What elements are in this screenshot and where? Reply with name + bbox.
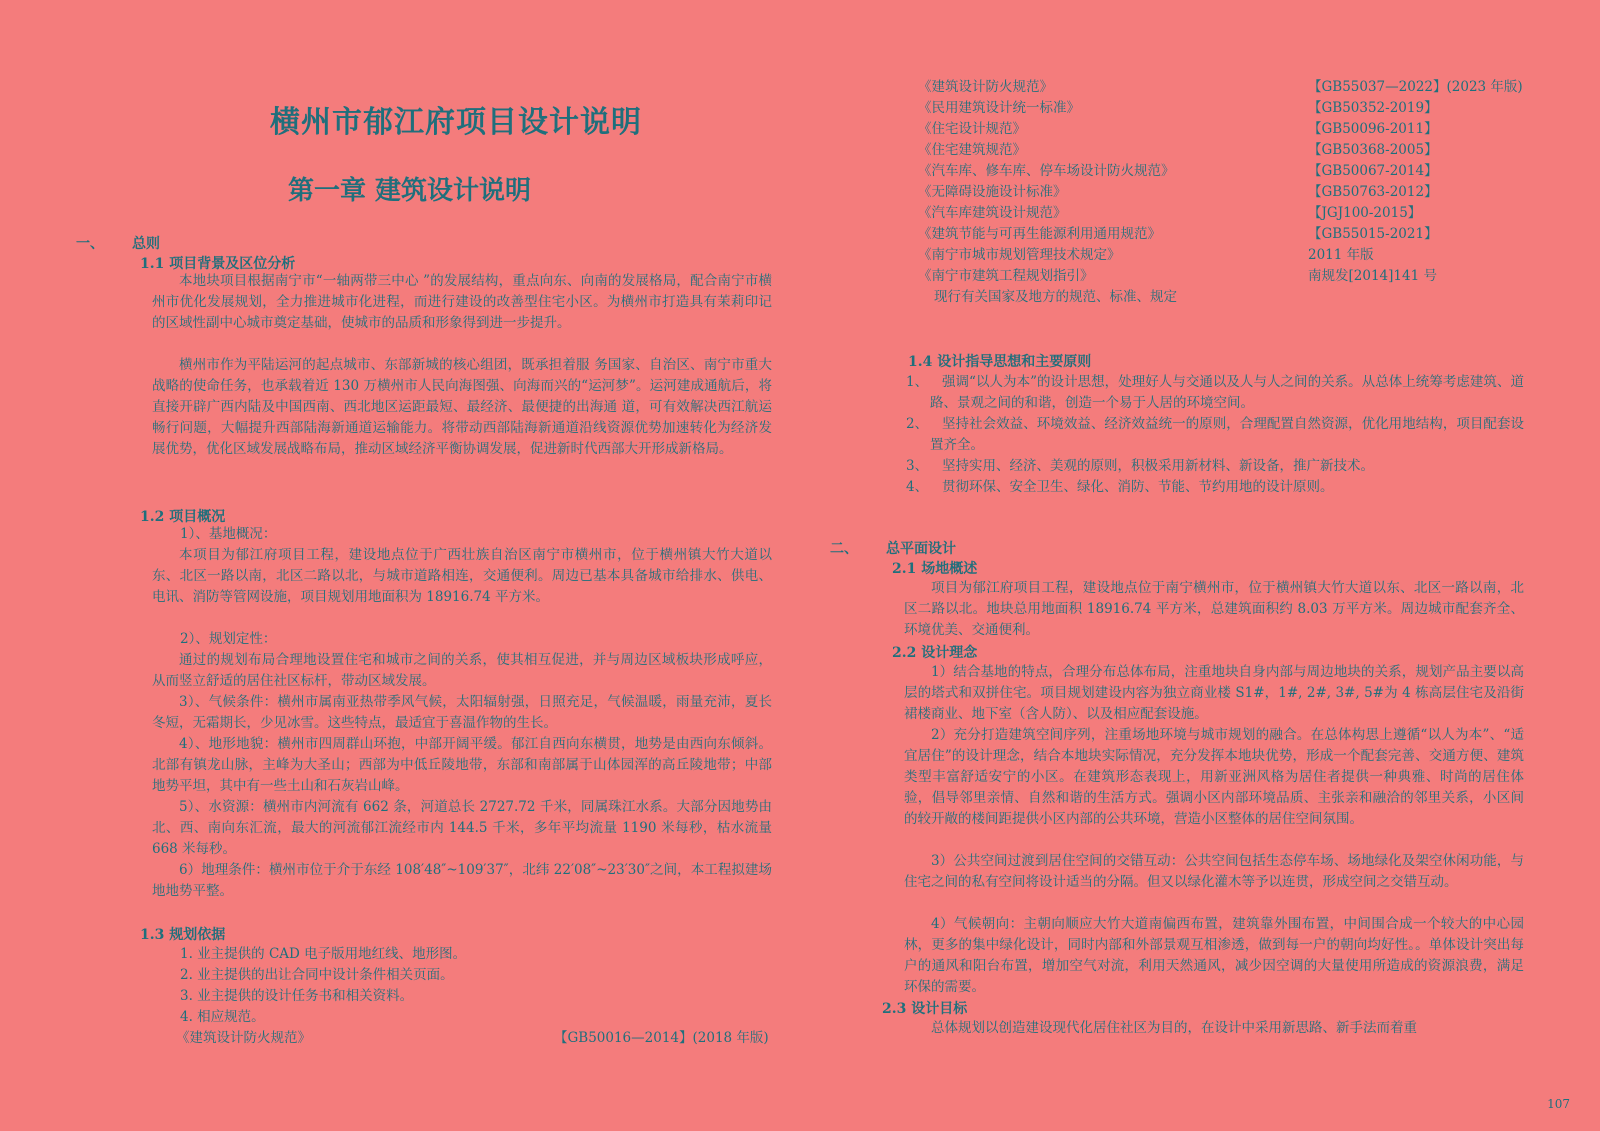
paragraph-1-2-planning: 通过的规划布局合理地设置住宅和城市之间的关系，使其相互促进，并与周边区域板块形成呼应，从而竖立舒适的居住社区标杆，带动区域发展。 bbox=[152, 652, 772, 689]
subsection-title-1-4: 1.4 设计指导思想和主要原则 bbox=[908, 354, 1092, 370]
paragraph-1-2-water: 5）、水资源：横州市内河流有 662 条，河道总长 2727.72 千米，同属珠江水系。大部分因地势由北、西、南向东汇流，最大的河流郁江流经市内 144.5 千米，多年平均流量 1190 米每秒，枯水流量 668 米每秒。 bbox=[152, 799, 772, 857]
paragraph-1-2-geography: 6）地理条件：横州市位于介于东经 108′48″~109′37″，北纬 22′08″~23′30″之间，本工程拟建场地地势平整。 bbox=[152, 862, 772, 899]
subsection-title-1-2: 1.2 项目概况 bbox=[140, 509, 226, 525]
standard-row bbox=[918, 119, 1558, 140]
standard-code: 【GB50016—2014】(2018 年版) bbox=[554, 1030, 769, 1046]
standard-name: 《汽车库建筑设计规范》 bbox=[918, 205, 1067, 221]
standard-row bbox=[918, 77, 1558, 98]
standard-row bbox=[918, 203, 1558, 224]
document-title: 横州市郁江府项目设计说明 bbox=[270, 105, 642, 140]
standard-code: 【GB55015-2021】 bbox=[1308, 226, 1438, 242]
standard-name: 《建筑设计防火规范》 bbox=[176, 1030, 311, 1046]
standard-row bbox=[918, 98, 1558, 119]
subsection-title-2-1: 2.1 场地概述 bbox=[892, 561, 978, 577]
basis-item-1: 1. 业主提供的 CAD 电子版用地红线、地形图。 bbox=[180, 946, 467, 962]
standard-code: 【GB50067-2014】 bbox=[1308, 163, 1438, 179]
subsection-title-1-1: 1.1 项目背景及区位分析 bbox=[140, 256, 296, 272]
standard-name: 《南宁市城市规划管理技术规定》 bbox=[918, 247, 1121, 263]
item-planning: 2）、规划定性： bbox=[180, 631, 277, 647]
paragraph-2-2-c: 3）公共空间过渡到居住空间的交错互动：公共空间包括生态停车场、场地绿化及架空休闲功能，与住宅之间的私有空间将设计适当的分隔。但又以绿化灌木等予以连贯，形成空间之交错互动。 bbox=[904, 853, 1524, 890]
principle-number-4: 4、 bbox=[906, 479, 929, 495]
section-title-2: 总平面设计 bbox=[886, 541, 956, 557]
paragraph-1-2-terrain: 4）、地形地貌：横州市四周群山环抱，中部开阔平缓。郁江自西向东横贯，地势是由西向东倾斜。北部有镇龙山脉，主峰为大圣山；西部为中低丘陵地带，东部和南部属于山体园浑的高丘陵地带；中部地势平坦，其中有一些土山和石灰岩山峰。 bbox=[152, 736, 772, 794]
section-title-1: 总则 bbox=[132, 236, 160, 252]
page-number: 107 bbox=[1547, 1097, 1570, 1111]
standard-name: 《南宁市建筑工程规划指引》 bbox=[918, 268, 1094, 284]
principle-number-1: 1、 bbox=[906, 374, 929, 390]
section-number-2: 二、 bbox=[830, 541, 858, 557]
standard-row bbox=[918, 161, 1558, 182]
paragraph-2-2-d: 4）气候朝向：主朝向顺应大竹大道南偏西布置，建筑靠外围布置，中间围合成一个较大的中心园林，更多的集中绿化设计，同时内部和外部景观互相渗透，做到每一户的朝向均好性。。单体设计突出每户的通风和阳台布置，增加空气对流，利用天然通风，减少因空调的大量使用所造成的资源浪费，满足环保的需要。 bbox=[904, 916, 1524, 995]
paragraph-2-2-b: 2）充分打造建筑空间序列，注重场地环境与城市规划的融合。在总体构思上遵循“以人为本”、“适宜居住”的设计理念，结合本地块实际情况，充分发挥本地块优势，形成一个配套完善、交通方便、建筑类型丰富舒适安宁的小区。在建筑形态表现上，用新亚洲风格为居住者提供一种典雅、时尚的居住体验，倡导邻里亲情、自然和谐的生活方式。强调小区内部环境品质、主张亲和融洽的邻里关系，小区间的较开敞的楼间距提供小区内部的公共环境，营造小区整体的居住空间氛围。 bbox=[904, 727, 1524, 827]
principle-number-2: 2、 bbox=[906, 416, 929, 432]
paragraph-2-1: 项目为郁江府项目工程，建设地点位于南宁横州市，位于横州镇大竹大道以东、北区一路以南，北区二路以北。地块总用地面积 18916.74 平方米，总建筑面积约 8.03 万平方米。周边城市配套齐全、环境优美、交通便利。 bbox=[904, 580, 1524, 638]
standard-row bbox=[918, 140, 1558, 161]
section-number-1: 一、 bbox=[76, 236, 104, 252]
standard-code: 【GB50096-2011】 bbox=[1308, 121, 1438, 137]
standard-row bbox=[918, 224, 1558, 245]
standard-code: 【GB55037—2022】(2023 年版) bbox=[1308, 79, 1523, 95]
standard-name: 《民用建筑设计统一标准》 bbox=[918, 100, 1080, 116]
standard-row bbox=[918, 245, 1558, 266]
standard-code: 【GB50763-2012】 bbox=[1308, 184, 1438, 200]
subsection-title-2-3: 2.3 设计目标 bbox=[882, 1001, 968, 1017]
paragraph-1-2-climate: 3）、气候条件：横州市属南亚热带季风气候，太阳辐射强，日照充足，气候温暖，雨量充沛，夏长冬短，无霜期长，少见冰雪。这些特点，最适宜于喜温作物的生长。 bbox=[152, 694, 772, 731]
principle-text-1: 强调“以人为本”的设计思想，处理好人与交通以及人与人之间的关系。从总体上统筹考虑建筑、道路、景观之间的和谐，创造一个易于人居的环境空间。 bbox=[930, 374, 1524, 411]
principle-text-2: 坚持社会效益、环境效益、经济效益统一的原则，合理配置自然资源，优化用地结构，项目配套设置齐全。 bbox=[930, 416, 1524, 453]
item-site-overview: 1）、基地概况： bbox=[180, 526, 277, 542]
standard-name: 《建筑设计防火规范》 bbox=[918, 79, 1053, 95]
principle-text-3: 坚持实用、经济、美观的原则，积极采用新材料、新设备，推广新技术。 bbox=[942, 458, 1374, 474]
standard-name: 《无障碍设施设计标准》 bbox=[918, 184, 1067, 200]
principle-number-3: 3、 bbox=[906, 458, 929, 474]
basis-item-3: 3. 业主提供的设计任务书和相关资料。 bbox=[180, 988, 414, 1004]
standard-row bbox=[918, 182, 1558, 203]
basis-item-4: 4. 相应规范。 bbox=[180, 1009, 265, 1025]
subsection-title-1-3: 1.3 规划依据 bbox=[140, 927, 226, 943]
chapter-heading: 第一章 建筑设计说明 bbox=[288, 176, 532, 206]
standard-code: 2011 年版 bbox=[1308, 247, 1374, 263]
paragraph-1-1-a: 本地块项目根据南宁市“一轴两带三中心 ”的发展结构，重点向东、向南的发展格局，配合南宁市横州市优化发展规划，全力推进城市化进程，而进行建设的改善型住宅小区。为横州市打造具有茉莉印记的区域性副中心城市奠定基础，使城市的品质和形象得到进一步提升。 bbox=[152, 273, 772, 331]
standards-note: 现行有关国家及地方的规范、标准、规定 bbox=[934, 289, 1177, 305]
standard-code: 【GB50352-2019】 bbox=[1308, 100, 1438, 116]
paragraph-2-3: 总体规划以创造建设现代化居住社区为目的，在设计中采用新思路、新手法而着重 bbox=[931, 1020, 1417, 1036]
basis-item-2: 2. 业主提供的出让合同中设计条件相关页面。 bbox=[180, 967, 454, 983]
standard-name: 《住宅建筑规范》 bbox=[918, 142, 1026, 158]
standard-code: 【GB50368-2005】 bbox=[1308, 142, 1438, 158]
standard-code: 【JGJ100-2015】 bbox=[1308, 205, 1422, 221]
subsection-title-2-2: 2.2 设计理念 bbox=[892, 645, 978, 661]
standard-name: 《建筑节能与可再生能源利用通用规范》 bbox=[918, 226, 1161, 242]
paragraph-2-2-a: 1）结合基地的特点，合理分布总体布局，注重地块自身内部与周边地块的关系，规划产品主要以高层的塔式和双拼住宅。项目规划建设内容为独立商业楼 S1#，1#, 2#, 3#, 5#为 4 栋高层住宅及沿街裙楼商业、地下室（含人防）、以及相应配套设施。 bbox=[904, 664, 1524, 722]
standard-row bbox=[918, 266, 1558, 287]
paragraph-1-2-site: 本项目为郁江府项目工程，建设地点位于广西壮族自治区南宁市横州市，位于横州镇大竹大道以东、北区一路以南，北区二路以北，与城市道路相连，交通便利。周边已基本具备城市给排水、供电、电讯、消防等管网设施，项目规划用地面积为 18916.74 平方米。 bbox=[152, 547, 772, 605]
standard-code: 南规发[2014]141 号 bbox=[1308, 268, 1437, 284]
principle-text-4: 贯彻环保、安全卫生、绿化、消防、节能、节约用地的设计原则。 bbox=[942, 479, 1334, 495]
standard-name: 《汽车库、修车库、停车场设计防火规范》 bbox=[918, 163, 1175, 179]
paragraph-1-1-b: 横州市作为平陆运河的起点城市、东部新城的核心组团，既承担着服 务国家、自治区、南宁市重大战略的使命任务，也承载着近 130 万横州市人民向海图强、向海而兴的“运河梦”。运河建成通航后，将直接开辟广西内陆及中国西南、西北地区运距最短、最经济、最便捷的出海通 道，可有效解决西江航运畅行问题，大幅提升西部陆海新通道运输能力。将带动西部陆海新通道沿线资源优势加速转化为经济发展优势，优化区域发展战略布局，推动区域经济平衡协调发展，促进新时代西部大开形成新格局。 bbox=[152, 357, 772, 457]
standard-name: 《住宅设计规范》 bbox=[918, 121, 1026, 137]
